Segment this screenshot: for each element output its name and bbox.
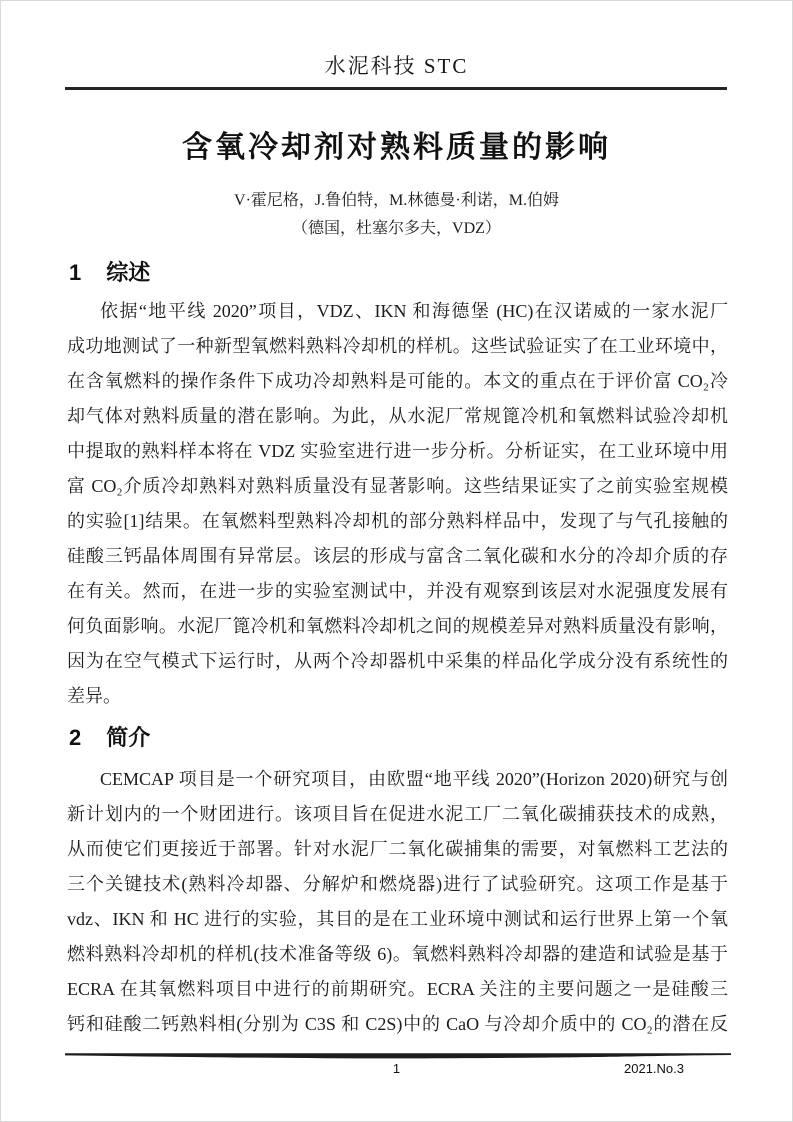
section-2-paragraph <box>67 762 728 1042</box>
paragraph-line: 差异。 <box>67 686 121 706</box>
journal-title: 水泥科技 STC <box>324 54 469 78</box>
issue-number: 2021.No.3 <box>624 1061 684 1076</box>
paragraph-line: 的实验[1]结果。在氧燃料型熟料冷却机的部分熟料样品中，发现了与气孔接触的 <box>67 511 728 531</box>
section-2-title: 简介 <box>106 725 151 750</box>
section-1-title: 综述 <box>106 260 151 285</box>
paragraph-line: ECRA 在其氧燃料项目中进行的前期研究。ECRA 关注的主要问题之一是硅酸三 <box>67 979 728 999</box>
section-2-heading <box>69 723 150 753</box>
paragraph-line: 新计划内的一个财团进行。该项目旨在促进水泥工厂二氧化碳捕获技术的成熟， <box>67 804 728 824</box>
paragraph-line: 成功地测试了一种新型氧燃料熟料冷却机的样机。这些试验证实了在工业环境中， <box>67 336 728 356</box>
paragraph-line: 因为在空气模式下运行时，从两个冷却器机中采集的样品化学成分没有系统性的 <box>67 651 728 671</box>
section-1-heading <box>69 258 150 288</box>
paragraph-line: 依据“地平线 2020”项目，VDZ、IKN 和海德堡 (HC)在汉诺威的一家水泥厂 <box>100 301 728 321</box>
section-1-number: 1 <box>69 260 82 285</box>
paragraph-line: 何负面影响。水泥厂篦冷机和氧燃料冷却机之间的规模差异对熟料质量没有影响， <box>67 616 728 636</box>
paragraph-line: 中提取的熟料样本将在 VDZ 实验室进行进一步分析。分析证实，在工业环境中用 <box>67 441 728 461</box>
paragraph-line: 硅酸三钙晶体周围有异常层。该层的形成与富含二氧化碳和水分的冷却介质的存 <box>67 546 728 566</box>
authors-line: V·霍尼格，J.鲁伯特，M.林德曼·利诺，M.伯姆 <box>234 192 559 209</box>
page-number: 1 <box>392 1061 401 1076</box>
paragraph-line: 三个关键技术(熟料冷却器、分解炉和燃烧器)进行了试验研究。这项工作是基于 <box>67 874 728 894</box>
paragraph-line: 却气体对熟料质量的潜在影响。为此，从水泥厂常规篦冷机和氧燃料试验冷却机 <box>67 406 728 426</box>
section-1-paragraph <box>67 294 728 714</box>
paragraph-line: 从而使它们更接近于部署。针对水泥厂二氧化碳捕集的需要，对氧燃料工艺法的 <box>67 839 728 859</box>
section-2-number: 2 <box>69 725 82 750</box>
paragraph-line: 在含氧燃料的操作条件下成功冷却熟料是可能的。本文的重点在于评价富 CO₂冷 <box>67 371 728 391</box>
paper-title: 含氧冷却剂对熟料质量的影响 <box>182 131 611 164</box>
paragraph-line: 富 CO₂介质冷却熟料对熟料质量没有显著影响。这些结果证实了之前实验室规模 <box>67 476 728 496</box>
affiliation-line: （德国，杜塞尔多夫，VDZ） <box>292 220 501 237</box>
paragraph-line: 在有关。然而，在进一步的实验室测试中，并没有观察到该层对水泥强度发展有 <box>67 581 728 601</box>
paragraph-line: 燃料熟料冷却机的样机(技术准备等级 6)。氧燃料熟料冷却器的建造和试验是基于 <box>67 944 728 964</box>
header-rule <box>65 87 727 90</box>
paragraph-line: 钙和硅酸二钙熟料相(分别为 C3S 和 C2S)中的 CaO 与冷却介质中的 CO₂的潜在反 <box>67 1014 728 1034</box>
paragraph-line: CEMCAP 项目是一个研究项目，由欧盟“地平线 2020”(Horizon 2020)研究与创 <box>100 769 728 789</box>
paragraph-line: vdz、IKN 和 HC 进行的实验，其目的是在工业环境中测试和运行世界上第一个氧 <box>67 909 728 929</box>
